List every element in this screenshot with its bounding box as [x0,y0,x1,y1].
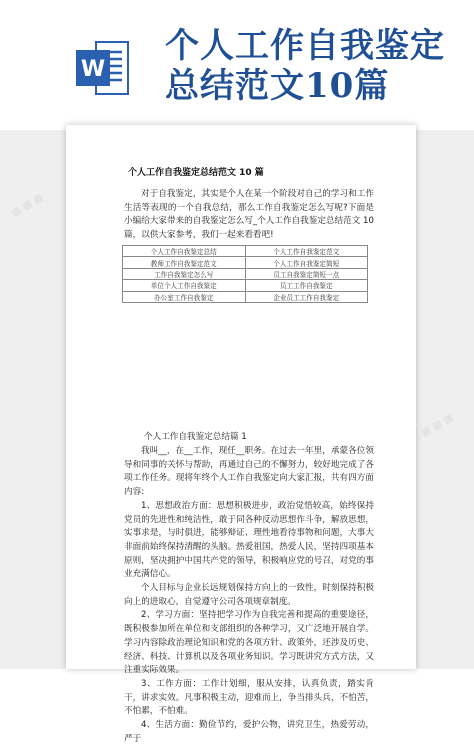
intro-paragraph [124,188,374,243]
paragraph: 1、思想政治方面：思想积极进步，政治觉悟较高，始终保持党员的先进性和纯洁性，敢于同各种反动思想作斗争，解放思想，实事求是，与时俱进，能够辩证、理性地看待事物和问题，大事大非面前始终保持清醒的头脑。热爱祖国，热爱人民，坚持四项基本原则，坚决拥护中国共产党的领导，积极响应党的号召，对党的事业充满信心。 [124,500,374,580]
toc-link[interactable]: 企业员工工作自我鉴定 [245,291,368,302]
toc-row [123,246,368,257]
document-page [66,125,416,744]
toc-link[interactable]: 工作自我鉴定怎么写 [123,268,246,279]
toc-link[interactable]: 个人工作自我鉴定简短 [245,257,368,268]
table-of-contents [122,245,368,303]
svg-text:W: W [80,57,106,82]
toc-row [123,268,368,279]
toc-link[interactable]: 员工自我鉴定简短一点 [245,268,368,279]
paragraph: 2、学习方面：坚持把学习作为自我完善和提高的重要途径，既积极参加所在单位和支部组织的各种学习，又广泛地开展自学。学习内容除政治理论知识和党的各项方针、政策外，还涉及历史、经济、科技、计算机以及各项业务知识。学习既讲究方式方法，又注重实际效果。 [124,610,374,676]
toc-link[interactable]: 办公室工作自我鉴定 [123,291,246,302]
document-body [124,445,374,746]
toc-link[interactable]: 员工工作自我鉴定 [245,280,368,291]
toc-link[interactable]: 单位个人工作自我鉴定 [123,280,246,291]
section-heading: 个人工作自我鉴定总结篇 1 [144,432,247,442]
toc-row [123,280,368,291]
toc-link[interactable]: 教师工作自我鉴定范文 [123,257,246,268]
paragraph: 个人目标与企业长远规划保持方向上的一致性，时刻保持积极向上的进取心，自觉遵守公司各项规章制度。 [124,583,374,607]
document-title: 个人工作自我鉴定总结范文 10 篇 [128,168,264,178]
banner-title [165,26,465,106]
paragraph: 3、工作方面：工作计划细，服从安排，认真负责，踏实肯干，讲求实效。凡事积极主动，迎难而上，争当排头兵，不怕苦，不怕累，不怕难。 [124,678,374,717]
toc-row [123,291,368,302]
paragraph: 我叫__，在__工作，现任__职务。在过去一年里，承蒙各位领导和同事的关怀与帮助，再通过自己的不懈努力，较好地完成了各项工作任务。现将年终个人工作自我鉴定向大家汇报，共有四方面内容: [124,446,374,498]
banner [0,0,474,130]
paragraph: 4、生活方面：勤俭节约，爱护公物，讲究卫生，热爱劳动，严于 [124,720,374,744]
toc-row [123,257,368,268]
toc-link[interactable]: 个人工作自我鉴定总结 [123,246,246,257]
word-doc-icon [74,40,130,96]
banner-title-line2: 总结范文10篇 [165,66,390,106]
toc-link[interactable]: 个人工作自我鉴定范文 [245,246,368,257]
intro-text: 对于自我鉴定，其实是个人在某一个阶段对自己的学习和工作生活等表现的一个自我总结，那么工作自我鉴定怎么写呢?下面是小编给大家带来的自我鉴定怎么写_个人工作自我鉴定总结范文 10 篇，以供大家参考，我们一起来看看吧! [124,189,374,241]
banner-title-line1: 个人工作自我鉴定 [165,26,445,66]
